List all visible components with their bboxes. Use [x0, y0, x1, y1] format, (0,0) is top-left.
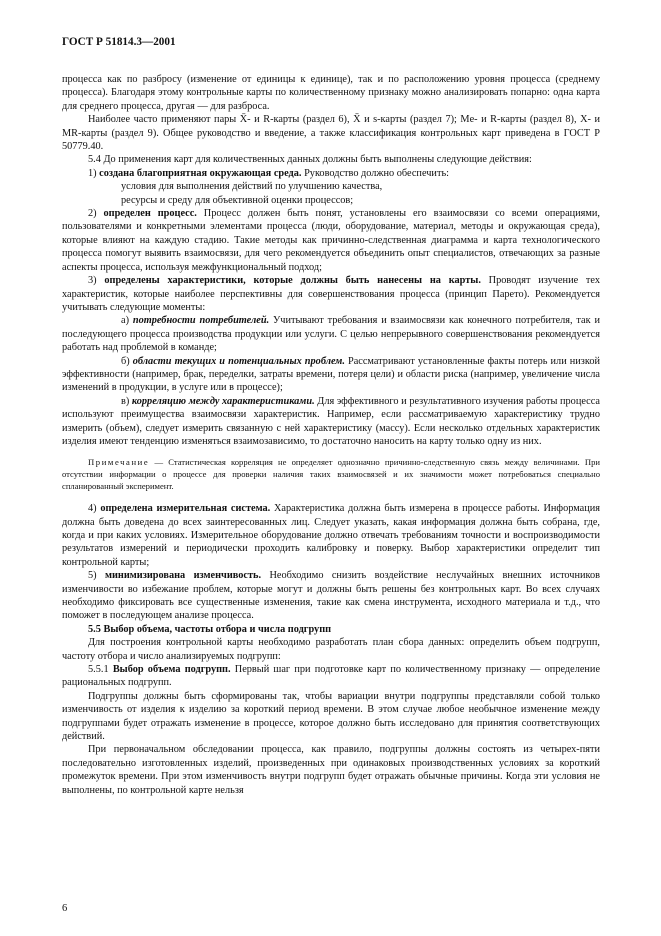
paragraph: процесса как по разбросу (изменение от единицы к единице), так и по расположению уровня процесса (среднему процесса). Благодаря этому контрольные карты по количественному признаку можно анализировать попарно: одна карта для среднего процесса, другая — для разброса.	[62, 74, 600, 112]
list-subitem-a: а) потребности потребителей. Учитывают требования и взаимосвязи как конечного потребителя, так и последующего процесса производства продукции или услуги. С целью непрерывного совершенствования рекомендуется работать над проблемой в команде;	[62, 315, 600, 354]
list-item-3: 3) определены характеристики, которые должны быть нанесены на карты. Проводят изучение тех характеристик, которые наиболее перспективны для совершенствования процесса (принцип Парето). Рекомендуется учитывать следующие моменты:	[62, 275, 600, 313]
page-number: 6	[62, 903, 68, 914]
list-subitem-b: б) области текущих и потенциальных проблем. Рассматривают установленные факты потерь или низкой эффективности (например, брак, переделки, затраты времени, потеря цели) и области риска (например, увеличение числа изменений в продукции, в услуге или в процессе);	[62, 355, 600, 394]
document-body	[62, 73, 600, 797]
paragraph: При первоначальном обследовании процесса, как правило, подгруппы должны состоять из четырех-пяти последовательно изготовленных изделий, произведенных при одинаковых производственных условиях за короткий промежуток времени. При этом изменчивость внутри подгрупп будет отражать обычные причины. Когда эти условия не выполнены, по контрольной карте нельзя	[62, 744, 600, 796]
list-item-4: 4) определена измерительная система. Характеристика должна быть измерена в процессе работы. Информация должна быть доведена до всех заинтересованных лиц. Следует указать, какая информация должна быть собрана, где, когда и при каких условиях. Измерительное оборудование должно отвечать требованиям точности и воспроизводимости результатов измерений и периодически проходить калибровку и поверку. Выбор характеристики определит тип контрольной карты;	[62, 503, 600, 568]
list-item-2: 2) определен процесс. Процесс должен быть понят, установлены его взаимосвязи со всеми операциями, пользователями и конкретными элементами процесса (люди, оборудование, материал, методы и окружающая среда), которые влияют на каждую стадию. Такие методы как причинно-следственная диаграмма и карта технологического процесса помогут выявить взаимосвязи, для чего рекомендуется объединить опыт специалистов, отвечающих за разные аспекты процесса, используя межфункциональный подход;	[62, 208, 601, 273]
list-subitem: условия для выполнения действий по улучшению качества,	[121, 181, 383, 193]
list-item-5: 5) минимизирована изменчивость. Необходимо снизить воздействие неслучайных внешних источников изменчивости во избежание проблем, которые могут и должны быть решены без контрольных карт. Во всех случаях необходимо фиксировать все существенные изменения, такие как смена инструмента, исходного материала и т.д., что поможет в последующем анализе процесса.	[62, 570, 600, 622]
paragraph: Для построения контрольной карты необходимо разработать план сбора данных: определить объем подгрупп, частоту отбора и число анализируемых подгрупп:	[62, 637, 600, 662]
document-header: ГОСТ Р 51814.3—2001	[62, 36, 176, 48]
clause-5-5-1: 5.5.1 Выбор объема подгрупп. Первый шаг при подготовке карт по количественному признаку — определение рациональных подгрупп.	[62, 664, 601, 689]
section-heading-5-5: 5.5 Выбор объема, частоты отбора и числа подгрупп	[88, 623, 332, 635]
list-subitem-c: в) корреляцию между характеристиками. Для эффективного и результативного изучения работы процесса используют преимущества взаимосвязи характеристик. Например, если рассматриваемую характеристику трудно измерить (объем), следует измерить связанную с ней характеристику (массу). Если несколько отдельных характеристик изделия имеют тенденцию изменяться взаимозависимо, то достаточно наносить на карту только одну из них.	[62, 395, 600, 447]
list-subitem: ресурсы и среду для объективной оценки процессов;	[121, 194, 354, 206]
clause-5-4: 5.4 До применения карт для количественных данных должны быть выполнены следующие действия:	[88, 154, 532, 166]
list-item-1: 1) создана благоприятная окружающая среда. Руководство должно обеспечить:	[88, 167, 449, 179]
note: Примечание — Статистическая корреляция не определяет однозначно причинно-следственную связь между величинами. При отсутствии информации о процессе для проверки наличия таких взаимосвязей и их значимости может потребоваться специально спланированный эксперимент.	[62, 457, 600, 491]
paragraph: Наиболее часто применяют пары X̄- и R-карты (раздел 6), X̄ и s-карты (раздел 7); Me- и R-карты (раздел 8), X- и MR-карты (раздел 9). Общее руководство и введение, а также классификация контрольных карт приведена в ГОСТ Р 50779.40.	[62, 114, 600, 153]
paragraph: Подгруппы должны быть сформированы так, чтобы вариации внутри подгруппы представляли собой только изменчивость от изделия к изделию за короткий период времени. В этом случае любое необычное изменение между подгруппами будет отражать изменение в процессе, которое должно быть исследовано для принятия соответствующих действий.	[62, 690, 600, 743]
